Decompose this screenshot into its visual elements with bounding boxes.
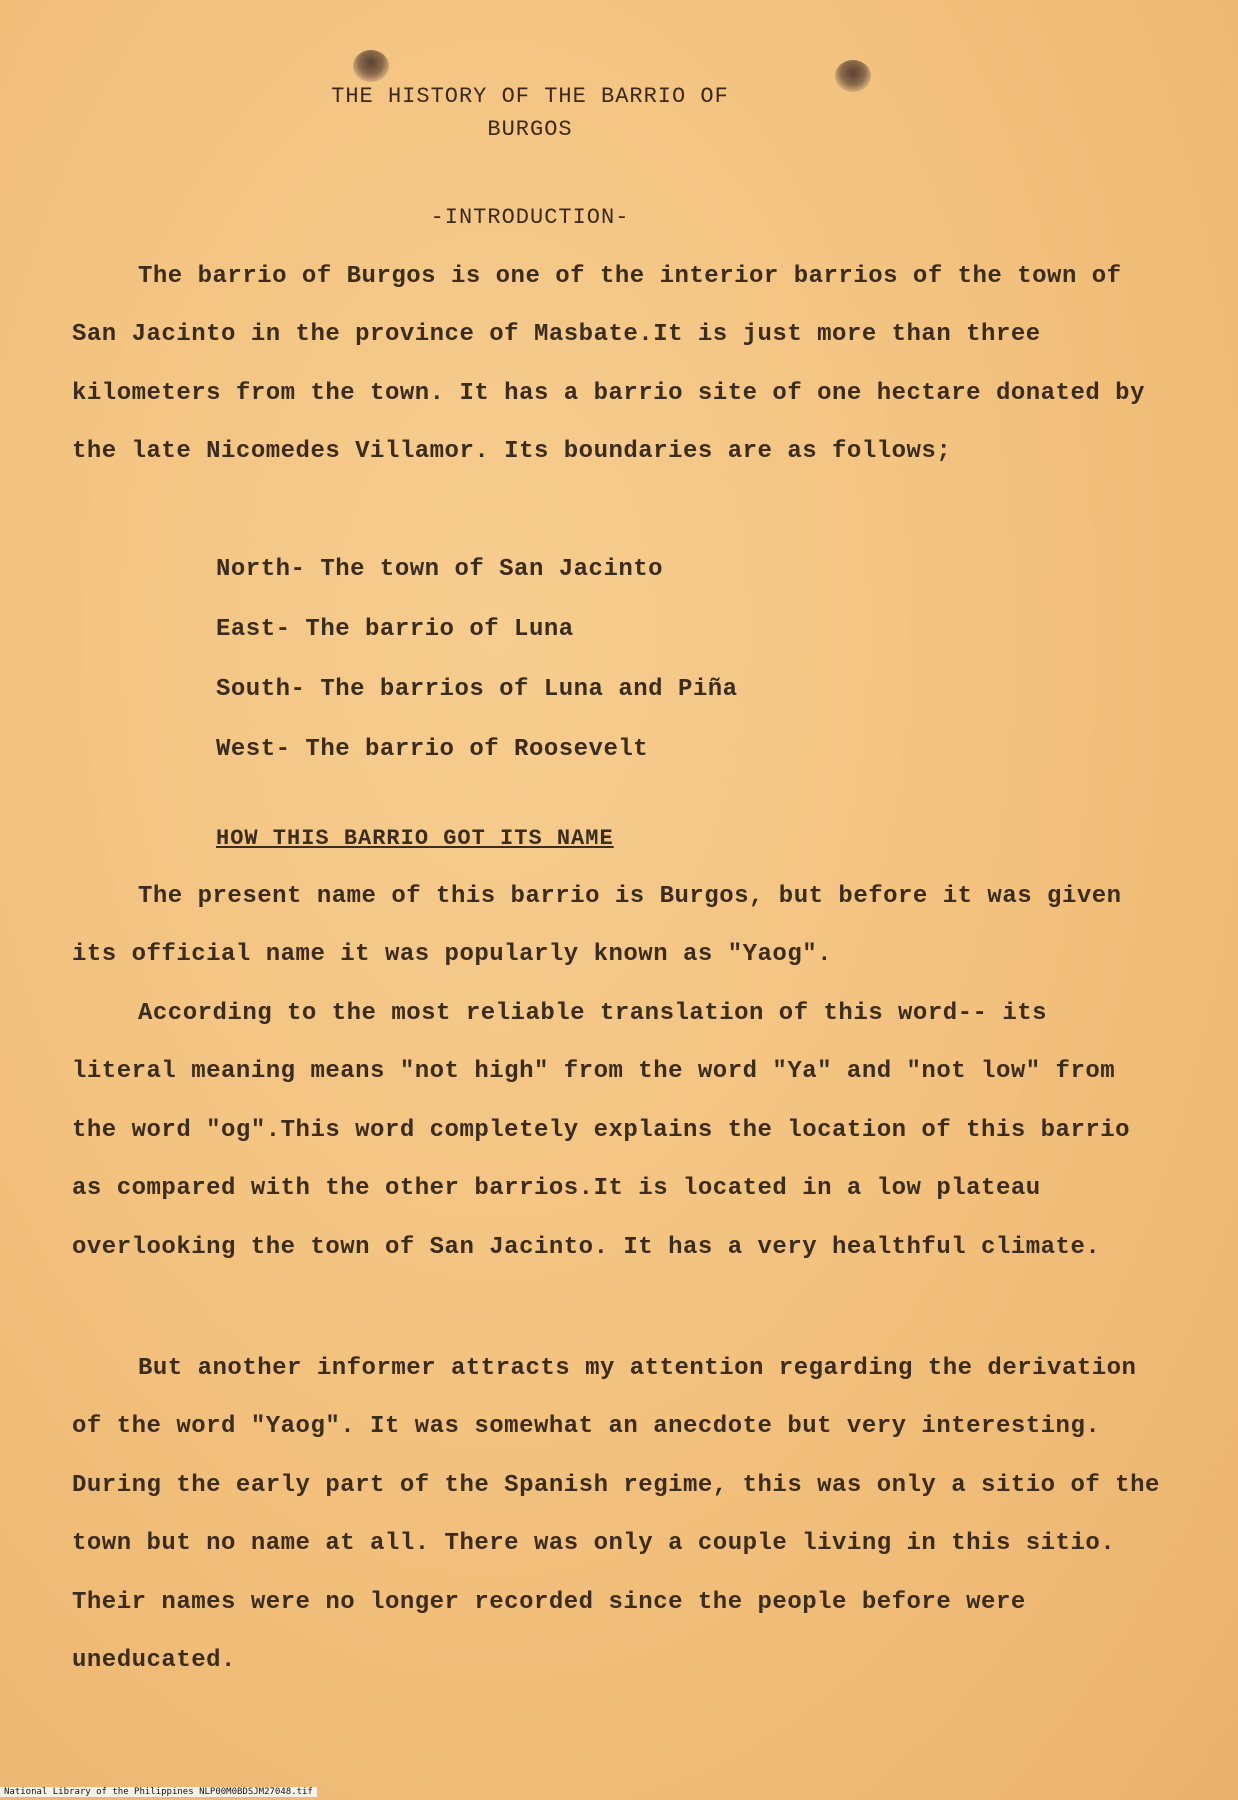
name-paragraph-3: But another informer attracts my attention regarding the derivation of the word "Yaog". It was somewhat an anecdote but very interesting. During the early part of the Spanish regime, this was only a sitio of the town but no name at all. There was only a couple living in this sitio. Their names were no longer recorded since the people before were uneducated. [72,1355,1160,1675]
boundary-south: South- The barrios of Luna and Piña [216,676,738,703]
boundary-north: North- The town of San Jacinto [216,556,664,583]
intro-heading: -INTRODUCTION- [430,205,630,230]
scan-footer: National Library of the Philippines NLP00M0BDSJM27048.tif [0,1787,317,1797]
punch-hole [353,50,389,82]
name-section-heading: HOW THIS BARRIO GOT ITS NAME [216,826,614,851]
name-paragraph-1: The present name of this barrio is Burgos, but before it was given its official name it was popularly known as "Yaog". [72,883,1122,969]
boundary-east: East- The barrio of Luna [216,616,574,643]
boundary-west: West- The barrio of Roosevelt [216,736,649,763]
document-title: THE HISTORY OF THE BARRIO OF [331,84,729,109]
name-paragraph-2: According to the most reliable translation of this word-- its literal meaning means "not high" from the word "Ya" and "not low" from the word "og".This word completely explains the location of this barrio as compared with the other barrios.It is located in a low plateau overlooking the town of San Jacinto. It has a very healthful climate. [72,1000,1131,1261]
document-subtitle: BURGOS [487,117,573,142]
intro-paragraph: The barrio of Burgos is one of the interior barrios of the town of San Jacinto in the province of Masbate.It is just more than three kilometers from the town. It has a barrio site of one hectare donated by the late Nicomedes Villamor. Its boundaries are as follows; [72,263,1145,466]
